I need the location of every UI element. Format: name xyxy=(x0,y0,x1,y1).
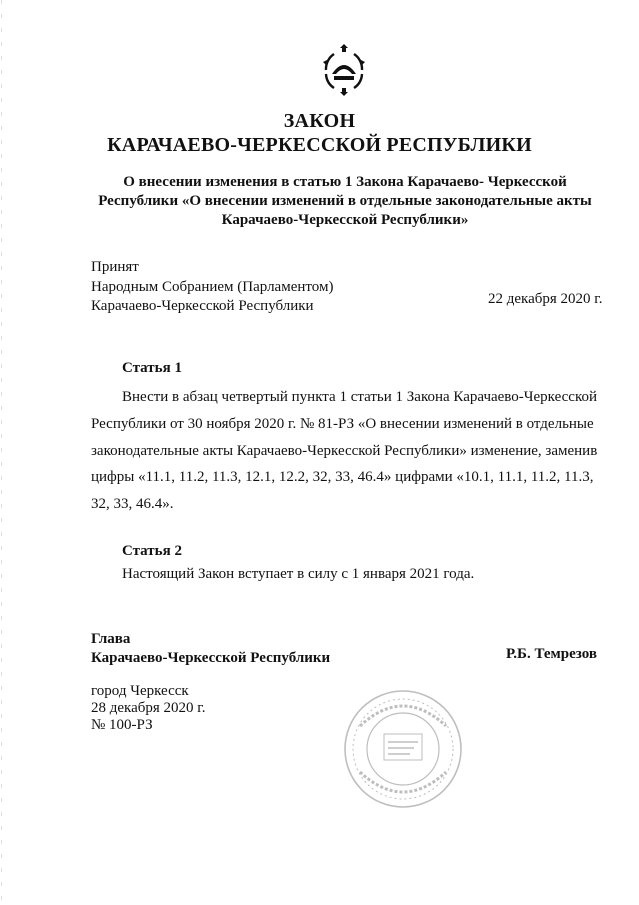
article-2-heading: Статья 2 xyxy=(122,543,182,559)
article-1-line: Республики от 30 ноября 2020 г. № 81-РЗ «О внесении изменений в отдельные xyxy=(91,415,594,432)
emblem-icon xyxy=(318,42,370,98)
subtitle-line: Республики «О внесении изменений в отдельные законодательные акты xyxy=(98,193,592,209)
adoption-line: Принят xyxy=(91,259,139,275)
article-1-line: 32, 33, 46.4». xyxy=(91,496,174,513)
law-number: № 100-РЗ xyxy=(91,717,153,733)
adoption-line: Карачаево-Черкесской Республики xyxy=(91,298,314,314)
article-1-text xyxy=(91,384,611,518)
adoption-block xyxy=(91,258,333,317)
signatory-position xyxy=(91,630,330,668)
signatory-position-line: Глава xyxy=(91,631,131,647)
signatory-name: Р.Б. Темрезов xyxy=(506,646,597,662)
law-title: ЗАКОН xyxy=(283,110,356,132)
place-date: 28 декабря 2020 г. xyxy=(91,700,206,716)
article-2-text: Настоящий Закон вступает в силу с 1 января 2021 года. xyxy=(122,566,475,582)
article-1-line: законодательные акты Карачаево-Черкесской Республики» изменение, заменив xyxy=(91,442,598,459)
seal-icon xyxy=(340,686,466,812)
adoption-line: Народным Собранием (Парламентом) xyxy=(91,278,334,295)
article-1-line: Внести в абзац четвертый пункта 1 статьи 1 Закона Карачаево-Черкесской xyxy=(122,389,597,405)
signatory-position-line: Карачаево-Черкесской Республики xyxy=(91,650,331,666)
place-city: город Черкесск xyxy=(91,683,189,699)
article-1-line: цифры «11.1, 11.2, 11.3, 12.1, 12.2, 32, 33, 46.4» цифрами «10.1, 11.1, 11.2, 11.3, xyxy=(91,469,594,486)
law-subtitle xyxy=(80,173,610,230)
law-republic-title: КАРАЧАЕВО-ЧЕРКЕССКОЙ РЕСПУБЛИКИ xyxy=(107,134,532,156)
scan-edge xyxy=(0,0,3,905)
adoption-date: 22 декабря 2020 г. xyxy=(488,291,603,307)
subtitle-line: Карачаево-Черкесской Республики» xyxy=(221,212,469,228)
subtitle-line: О внесении изменения в статью 1 Закона Карачаево- Черкесской xyxy=(123,174,567,190)
article-1-heading: Статья 1 xyxy=(122,360,182,376)
place-date-number xyxy=(91,683,206,734)
